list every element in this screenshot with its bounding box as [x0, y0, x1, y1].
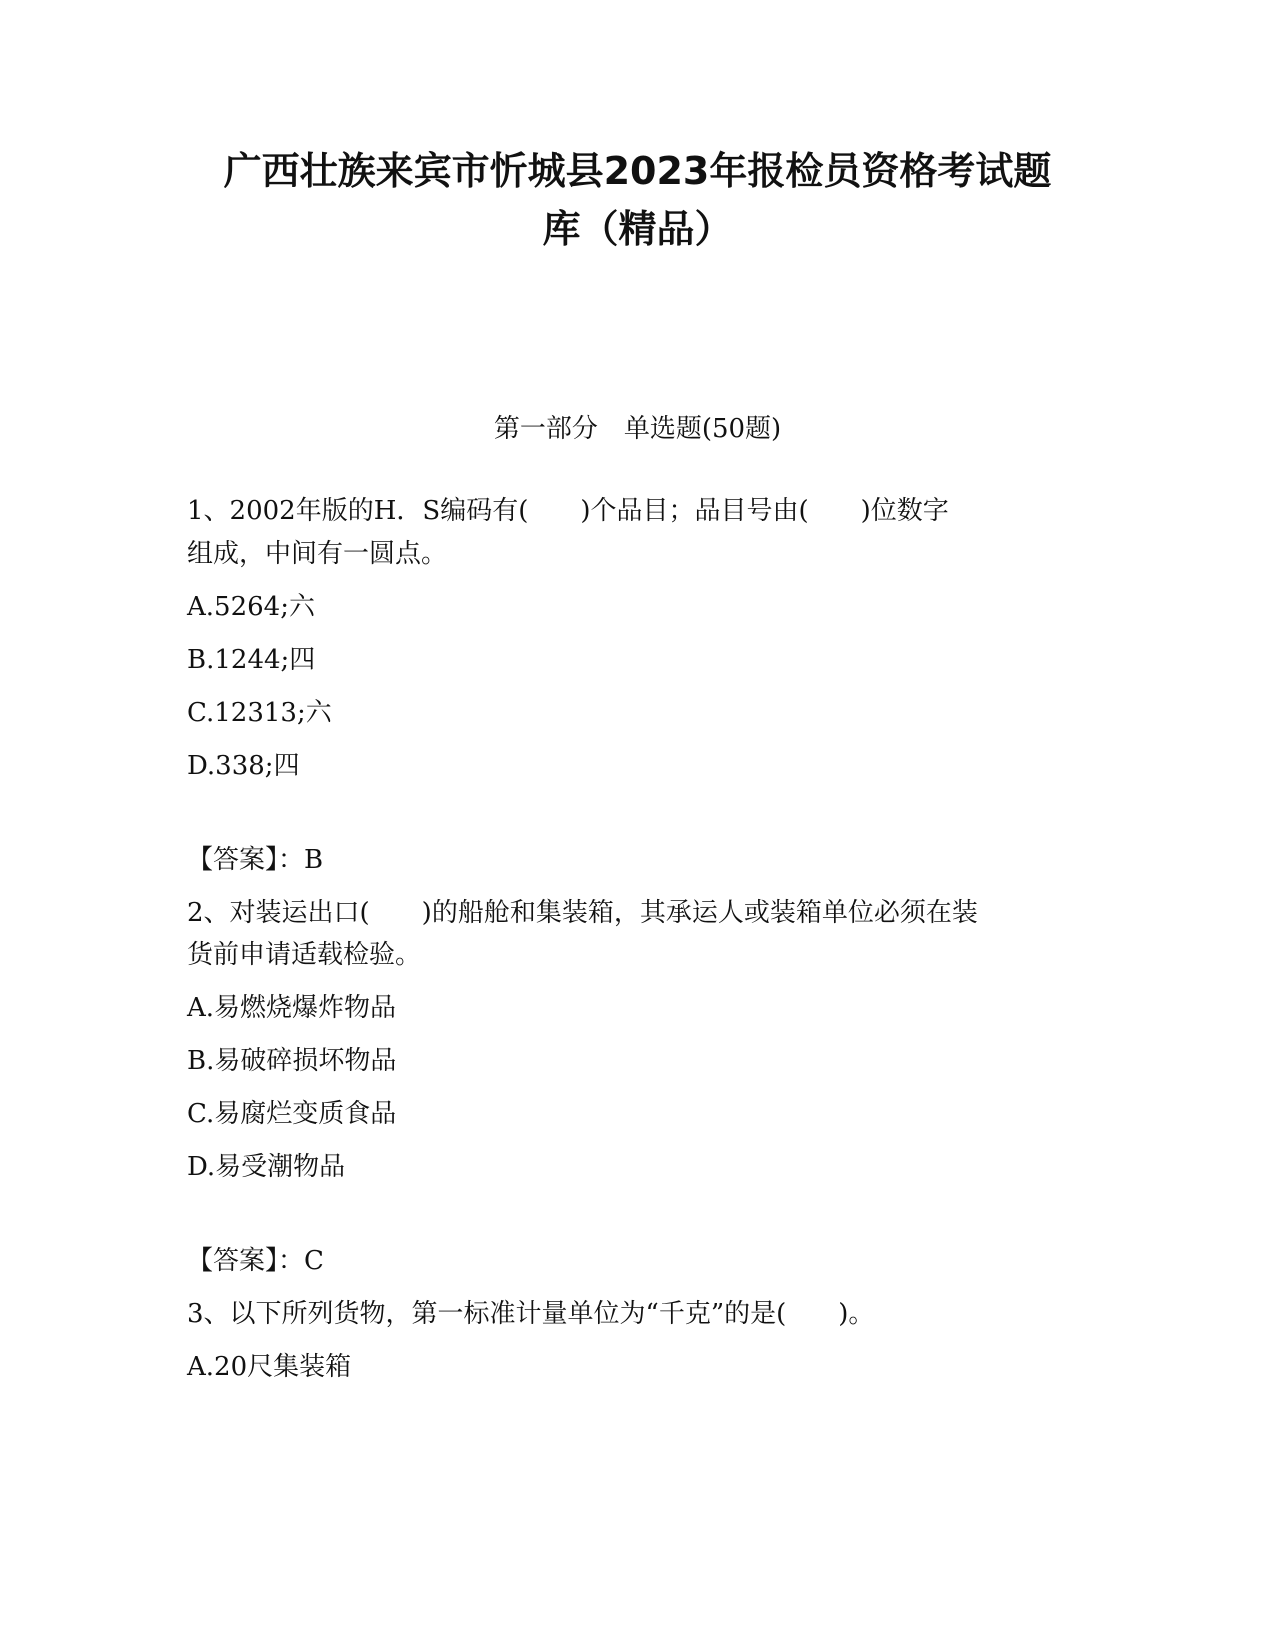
question-2-stem-line-1: 2、对装运出口( )的船舱和集装箱，其承运人或装箱单位必须在装: [187, 898, 978, 928]
document-title: [160, 142, 1115, 258]
question-1-stem-line-1: 1、2002年版的H．S编码有( )个品目；品目号由( )位数字: [187, 496, 949, 526]
question-3-option-a: A.20尺集装箱: [187, 1352, 352, 1382]
question-2-option-d: D.易受潮物品: [187, 1152, 346, 1182]
question-1-answer: 【答案】：B: [187, 845, 324, 875]
question-1-option-b: B.1244;四: [187, 645, 316, 675]
question-1-option-a: A.5264;六: [187, 592, 315, 622]
question-2-option-a: A.易燃烧爆炸物品: [187, 993, 397, 1023]
question-1-option-c: C.12313;六: [187, 698, 332, 728]
question-2-stem-line-2: 货前申请适载检验。: [187, 940, 422, 970]
question-1-stem-line-2: 组成，中间有一圆点。: [187, 539, 448, 569]
title-line-1: 广西壮族来宾市忻城县2023年报检员资格考试题: [223, 149, 1052, 193]
question-1-option-d: D.338;四: [187, 751, 300, 781]
question-3-stem-line-1: 3、以下所列货物，第一标准计量单位为“千克”的是( )。: [187, 1299, 875, 1329]
section-heading: 第一部分 单选题(50题): [493, 414, 782, 444]
question-2-option-c: C.易腐烂变质食品: [187, 1099, 397, 1129]
question-2-answer: 【答案】：C: [187, 1246, 324, 1276]
title-line-2: 库（精品）: [542, 207, 733, 251]
question-2-option-b: B.易破碎损坏物品: [187, 1046, 397, 1076]
